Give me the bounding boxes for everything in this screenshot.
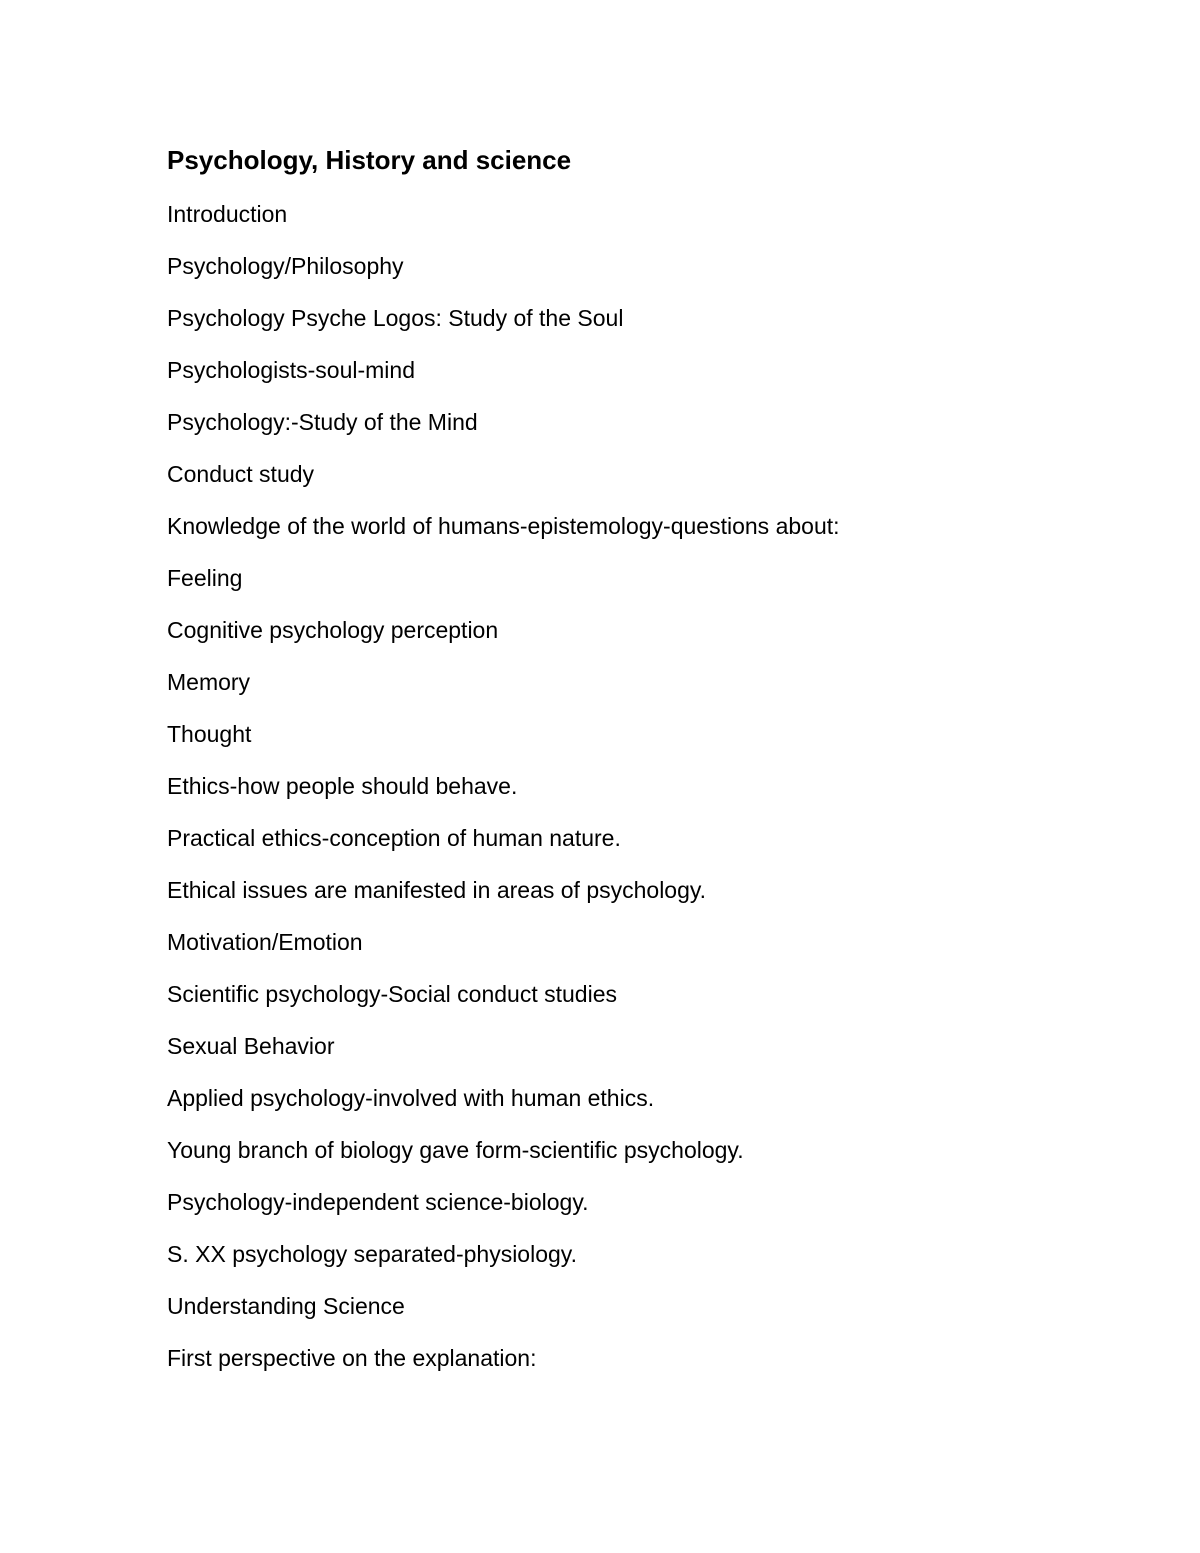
document-line: Sexual Behavior (167, 1033, 335, 1059)
document-line: Introduction (167, 201, 288, 227)
document-line: Psychologists-soul-mind (167, 357, 415, 383)
document-title: Psychology, History and science (167, 145, 572, 175)
document-line: Memory (167, 669, 251, 695)
document-line: Ethics-how people should behave. (167, 773, 518, 799)
document-line: S. XX psychology separated-physiology. (167, 1241, 577, 1267)
document-line: Psychology:-Study of the Mind (167, 409, 478, 435)
document-line: Young branch of biology gave form-scientific psychology. (167, 1137, 744, 1163)
document-lines (167, 196, 840, 1392)
document-line: Practical ethics-conception of human nature. (167, 825, 621, 851)
document-line: First perspective on the explanation: (167, 1345, 537, 1371)
document-line: Cognitive psychology perception (167, 617, 499, 643)
document-line: Psychology Psyche Logos: Study of the Soul (167, 305, 624, 331)
document-line: Conduct study (167, 461, 315, 487)
document-line: Scientific psychology-Social conduct studies (167, 981, 618, 1007)
document-line: Understanding Science (167, 1293, 405, 1319)
document-line: Thought (167, 721, 252, 747)
document-line: Ethical issues are manifested in areas of psychology. (167, 877, 707, 903)
document-line: Psychology-independent science-biology. (167, 1189, 589, 1215)
document-line: Psychology/Philosophy (167, 253, 404, 279)
document-line: Applied psychology-involved with human ethics. (167, 1085, 655, 1111)
document-line: Feeling (167, 565, 243, 591)
document-line: Motivation/Emotion (167, 929, 363, 955)
document-line: Knowledge of the world of humans-epistemology-questions about: (167, 513, 840, 539)
